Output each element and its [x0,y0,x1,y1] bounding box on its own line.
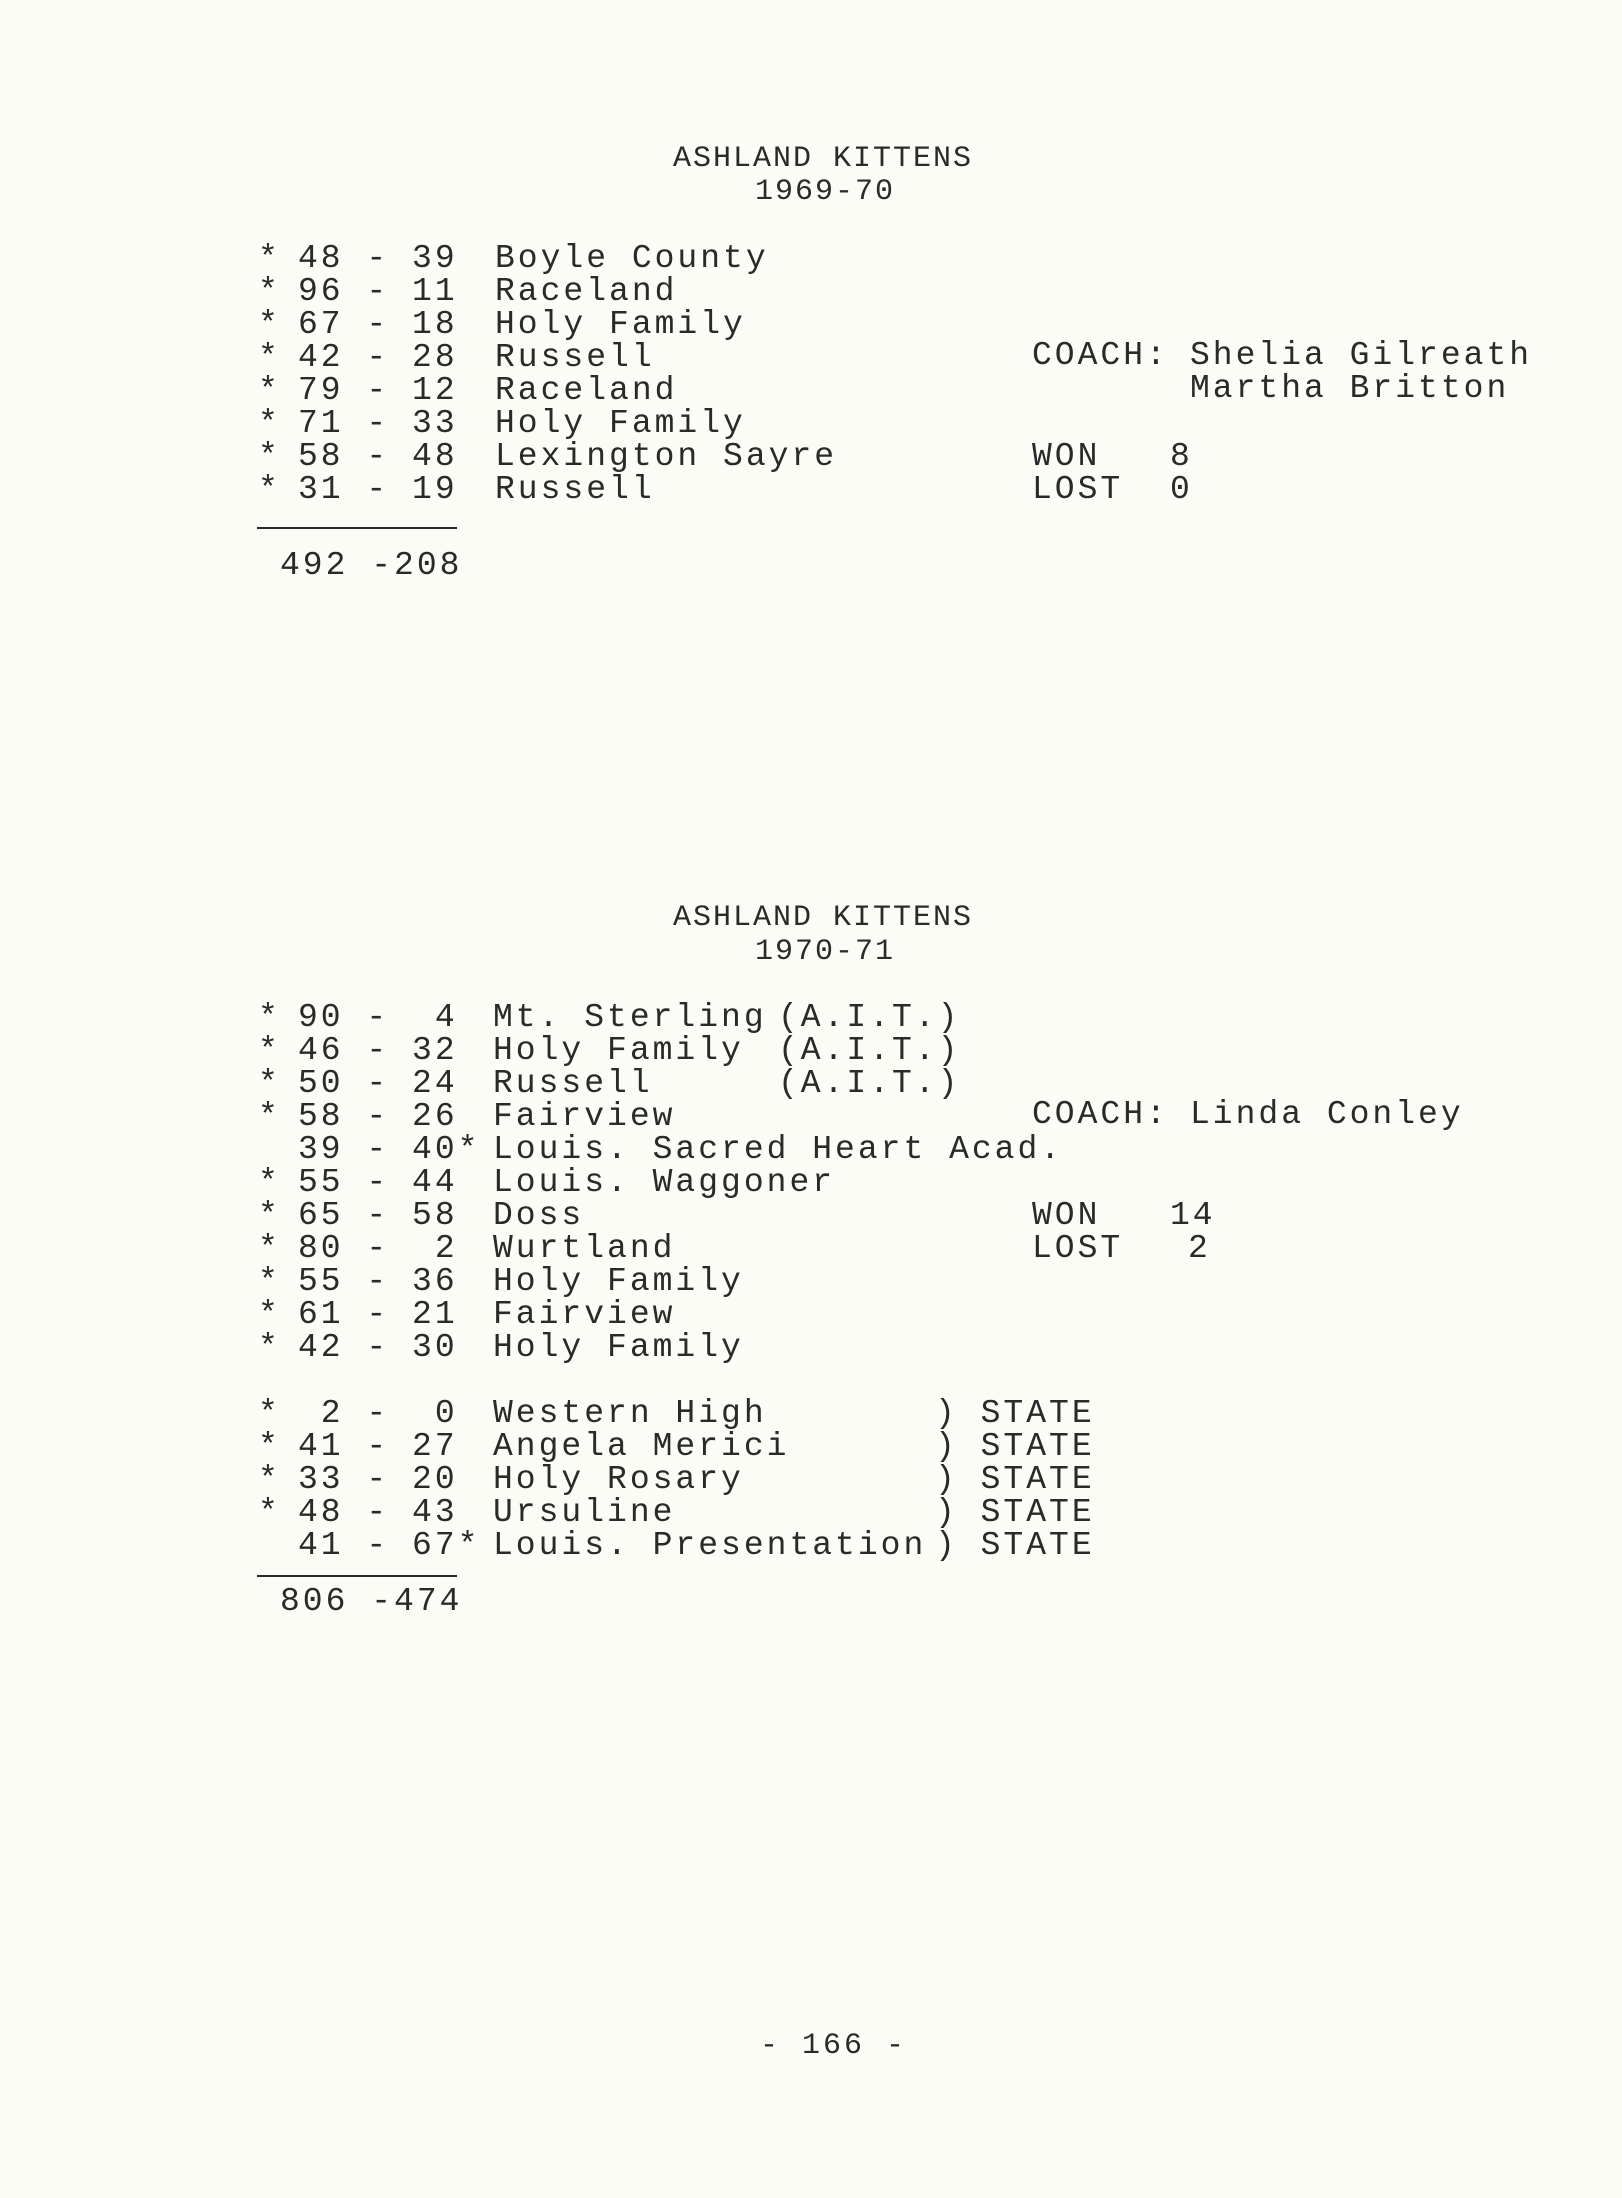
won-count: 14 [1170,1197,1216,1234]
game-score: 46 - 32 [298,1032,458,1069]
game-note: (A.I.T.) [778,999,961,1036]
game-mark: * [258,1296,281,1333]
game-opponent: Mt. Sterling [493,999,767,1036]
lost-label: LOST [1032,1230,1124,1267]
game-score: 71 - 33 [298,405,458,442]
won-count: 8 [1170,438,1193,475]
lost-count: 0 [1170,471,1193,508]
game-mark: * [258,1263,281,1300]
season-total: 492 -208 [280,547,463,584]
game-mark: * [258,405,281,442]
coach-name: Linda Conley [1190,1096,1464,1133]
game-score: 58 - 48 [298,438,458,475]
game-score: 55 - 44 [298,1164,458,1201]
total-rule [257,527,457,529]
game-note: (A.I.T.) [778,1032,961,1069]
game-mark: * [258,1329,281,1366]
state-game-opponent: Ursuline [493,1494,676,1531]
game-opponent: Fairview [493,1296,676,1333]
section-title: ASHLAND KITTENS [673,901,974,935]
won-label: WON [1032,438,1101,475]
coach-label: COACH: [1032,1096,1169,1133]
state-game-note: ) STATE [935,1428,1095,1465]
game-mark: * [258,1164,281,1201]
game-opponent: Wurtland [493,1230,676,1267]
game-score: 79 - 12 [298,372,458,409]
game-score: 55 - 36 [298,1263,458,1300]
game-opponent: Holy Family [495,405,746,442]
state-game-opponent: Western High [493,1395,767,1432]
game-opponent: Lexington Sayre [495,438,838,475]
game-score: 90 - 4 [298,999,458,1036]
state-game-mark: * [258,1395,281,1432]
total-rule [257,1575,457,1577]
state-game-opponent: Angela Merici [493,1428,790,1465]
game-score: 58 - 26 [298,1098,458,1135]
game-score: 31 - 19 [298,471,458,508]
state-game-note: ) STATE [935,1494,1095,1531]
game-opponent: Doss [493,1197,585,1234]
state-game-mark: * [258,1461,281,1498]
state-game-note: ) STATE [935,1527,1095,1564]
game-score: 42 - 28 [298,339,458,376]
game-opponent: Louis. Sacred Heart Acad. [493,1131,1064,1168]
game-opponent: Russell [495,471,655,508]
game-mark: * [258,1230,281,1267]
won-label: WON [1032,1197,1101,1234]
game-mark: * [258,1032,281,1069]
state-game-opponent: Louis. Presentation [493,1527,927,1564]
game-mark: * [258,999,281,1036]
game-opponent: Holy Family [493,1329,744,1366]
lost-count: 2 [1188,1230,1211,1267]
section-season: 1970-71 [755,935,896,969]
coach-name: Shelia Gilreath [1190,337,1533,374]
game-opponent: Raceland [495,273,678,310]
coach-name: Martha Britton [1190,370,1510,407]
state-game-mark: * [258,1428,281,1465]
game-opponent: Russell [495,339,655,376]
state-game-mark: * [258,1494,281,1531]
game-opponent: Fairview [493,1098,676,1135]
game-mark: * [258,273,281,310]
game-mark: * [258,438,281,475]
section-title: ASHLAND KITTENS [673,142,974,176]
game-score: 96 - 11 [298,273,458,310]
game-score: 80 - 2 [298,1230,458,1267]
game-opponent: Louis. Waggoner [493,1164,836,1201]
game-opponent: Holy Family [493,1263,744,1300]
game-mark: * [258,306,281,343]
state-game-score: 2 - 0 [298,1395,458,1432]
game-score: 61 - 21 [298,1296,458,1333]
page-number: - 166 - [760,2029,908,2063]
game-opponent: Russell [493,1065,653,1102]
season-total: 806 -474 [280,1583,463,1620]
state-game-note: ) STATE [935,1461,1095,1498]
state-game-score: 48 - 43 [298,1494,458,1531]
game-score: 48 - 39 [298,240,458,277]
state-game-score: 33 - 20 [298,1461,458,1498]
game-opponent: Holy Family [495,306,746,343]
game-score: 50 - 24 [298,1065,458,1102]
game-score: 65 - 58 [298,1197,458,1234]
game-opponent: Holy Family [493,1032,744,1069]
game-mark: * [258,1065,281,1102]
lost-label: LOST [1032,471,1124,508]
state-game-score: 41 - 67* [298,1527,481,1564]
game-opponent: Boyle County [495,240,769,277]
state-game-score: 41 - 27 [298,1428,458,1465]
game-score: 39 - 40* [298,1131,481,1168]
coach-label: COACH: [1032,337,1169,374]
game-mark: * [258,372,281,409]
game-mark: * [258,471,281,508]
game-opponent: Raceland [495,372,678,409]
section-season: 1969-70 [755,175,896,209]
game-score: 67 - 18 [298,306,458,343]
game-mark: * [258,1197,281,1234]
game-note: (A.I.T.) [778,1065,961,1102]
game-score: 42 - 30 [298,1329,458,1366]
game-mark: * [258,339,281,376]
state-game-note: ) STATE [935,1395,1095,1432]
state-game-opponent: Holy Rosary [493,1461,744,1498]
game-mark: * [258,1098,281,1135]
game-mark: * [258,240,281,277]
